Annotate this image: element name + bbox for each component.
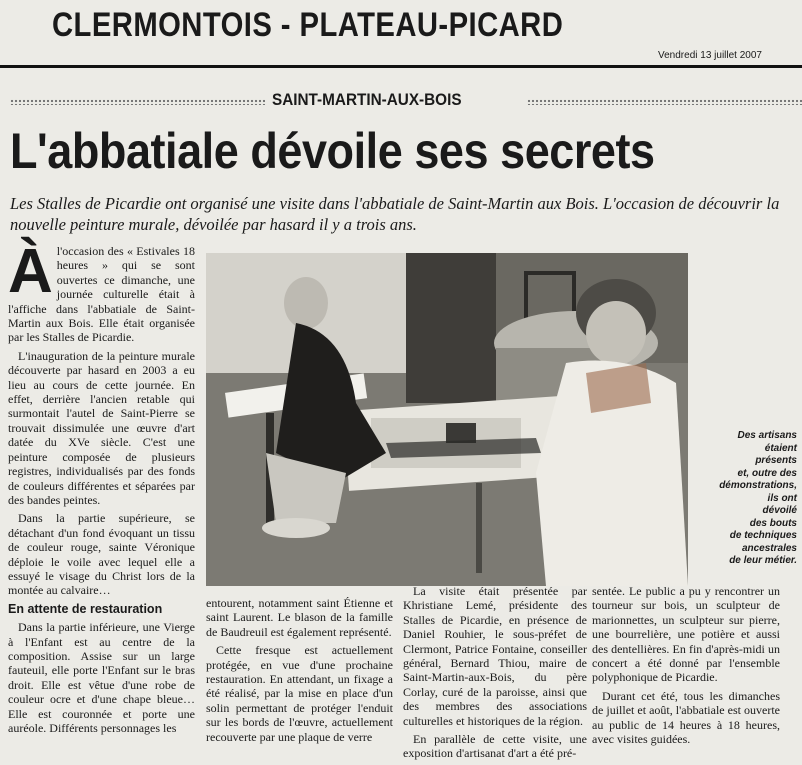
kicker-dots-left <box>10 99 265 105</box>
paragraph: Cette fresque est actuellement protégée, en vue d'une prochaine restauration. En attendant, un fixage a été réalisé, par la mise en place d'un solin permettant de protéger l'enduit sur les bords de l'œuvre, actuellement recouverte par une plaque de verre <box>206 643 393 744</box>
article-column-4 <box>592 584 780 750</box>
issue-date: Vendredi 13 juillet 2007 <box>658 50 762 61</box>
newspaper-masthead: CLERMONTOIS - PLATEAU-PICARD <box>52 6 564 44</box>
article-photo <box>206 253 688 586</box>
caption-line: démonstrations, <box>719 480 797 491</box>
masthead-rule <box>0 65 802 68</box>
paragraph: La visite était présentée par Khristiane Lemé, présidente des Stalles de Picardie, en présence de Daniel Rouhier, le sous-préfet de Clermont, Patrice Fontaine, conseiller général, Bernard Thiou, maire de Saint-Martin-aux-Bois, du père Corlay, curé de la paroisse, ainsi que des membres des associations culturelles et historiques de la région. <box>403 584 587 728</box>
kicker-dots-right <box>527 99 802 105</box>
article-subhead: En attente de restauration <box>8 601 163 616</box>
caption-line: ils ont <box>767 492 797 504</box>
caption-line: ancestrales <box>741 542 797 554</box>
paragraph: Durant cet été, tous les dimanches de juillet et août, l'abbatiale est ouverte au public de 14 heures à 18 heures, avec visites guidées. <box>592 688 780 747</box>
article-column-2 <box>206 596 393 748</box>
caption-line: de leur métier. <box>729 555 797 566</box>
article-kicker: SAINT-MARTIN-AUX-BOIS <box>272 90 462 109</box>
article-column-3 <box>403 584 587 765</box>
caption-line: étaient <box>764 442 797 454</box>
caption-line: dévoilé <box>762 505 797 516</box>
paragraph: l'occasion des « Estivales 18 heures » qui se sont ouvertes ce dimanche, une journée culturelle était à l'affiche dans l'abbatiale de Saint-Martin aux Bois. Elle était organisée par les Stalles de Picardie. <box>8 244 195 345</box>
caption-line: de techniques <box>729 530 797 541</box>
paragraph: sentée. Le public a pu y rencontrer un tourneur sur bois, un sculpteur de marionnettes, un sculpteur sur pierre, une bourrelière, une potière et aussi des dentellières. En fin d'après-midi un concert a été donné par l'ensemble polyphonique de Picardie. <box>592 584 780 685</box>
photo-caption <box>700 430 797 568</box>
paragraph: Dans la partie inférieure, une Vierge à l'Enfant est au centre de la composition. Assise sur un large fauteuil, elle porte l'Enfant sur le bras droit. Elle est vêtue d'une robe de couleur ocre et d'une chape bleue… Elle est couronnée et porte une auréole. Différents personnages les <box>8 620 195 735</box>
photo-artisans-illustration <box>206 253 688 586</box>
paragraph: entourent, notamment saint Étienne et saint Laurent. Le blason de la famille de Baudreuil est également représenté. <box>206 596 393 639</box>
paragraph: L'inauguration de la peinture murale découverte par hasard en 2003 a eu lieu au cours de cette journée. En effet, derrière l'ancien retable qui surmontait l'autel de Saint-Pierre se trouvait dissimulée une œuvre d'art datée du XVe siècle. C'est une peinture composée de plusieurs registres, individualisés par des fonds de couleurs différentes et séparées par des bandes peintes. <box>8 348 195 507</box>
caption-line: Des artisans <box>737 430 797 441</box>
drop-cap: À <box>8 237 53 306</box>
caption-line: présents <box>755 455 797 466</box>
caption-line: des bouts <box>749 517 797 529</box>
paragraph: Dans la partie supérieure, se détachant d'un fond évoquant un tissu de couleur rouge, sainte Véronique déploie le voile avec lequel elle a essuyé le visage du Christ lors de la montée au calvaire… <box>8 511 195 598</box>
article-column-1 <box>8 237 195 739</box>
article-headline: L'abbatiale dévoile ses secrets <box>10 123 655 179</box>
paragraph: En parallèle de cette visite, une exposition d'artisanat d'art a été pré- <box>403 732 587 761</box>
caption-line: et, outre des <box>737 467 797 479</box>
article-standfirst: Les Stalles de Picardie ont organisé une visite dans l'abbatiale de Saint-Martin aux Bois. L'occasion de découvrir la nouvelle peinture murale, dévoilée par hasard il y a trois ans. <box>10 194 780 234</box>
